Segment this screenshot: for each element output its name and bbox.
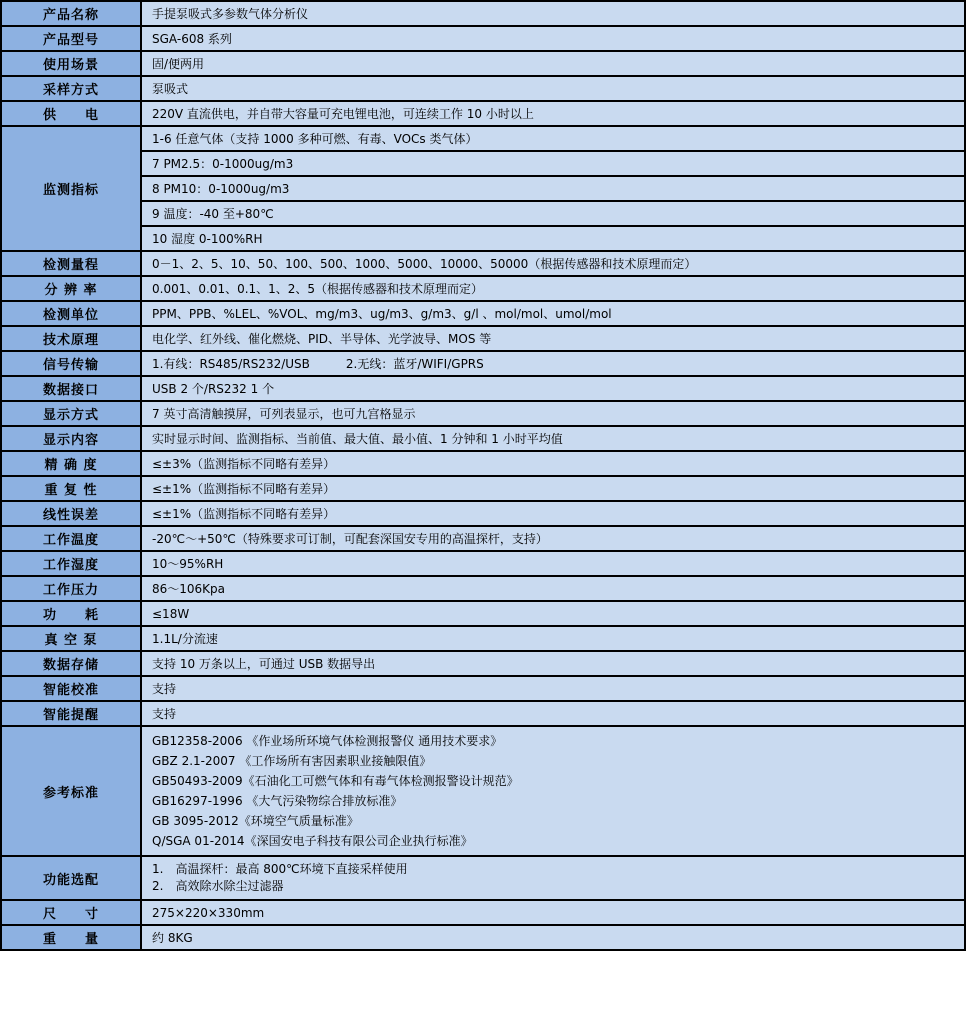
spec-value-line: GB16297-1996 《大气污染物综合排放标准》 [152,794,403,808]
spec-label: 监测指标 [1,126,141,251]
spec-row [1,301,965,326]
spec-label: 信号传输 [1,351,141,376]
spec-row [1,501,965,526]
spec-value: 支持 10 万条以上，可通过 USB 数据导出 [141,651,965,676]
spec-row [1,451,965,476]
spec-row [1,251,965,276]
spec-label: 供 电 [1,101,141,126]
spec-label: 智能校准 [1,676,141,701]
spec-row [1,101,965,126]
spec-row [1,726,965,856]
spec-row [1,526,965,551]
spec-row [1,626,965,651]
spec-value: PPM、PPB、%LEL、%VOL、mg/m3、ug/m3、g/m3、g/l 、mol/mol、umol/mol [141,301,965,326]
spec-value: 8 PM10：0-1000ug/m3 [141,176,965,201]
spec-label: 智能提醒 [1,701,141,726]
spec-label: 采样方式 [1,76,141,101]
spec-row [1,900,965,925]
spec-table-body [1,1,965,950]
spec-value: -20℃～+50℃（特殊要求可订制，可配套深国安专用的高温探杆，支持） [141,526,965,551]
spec-row [1,1,965,26]
spec-value: 1-6 任意气体（支持 1000 多种可燃、有毒、VOCs 类气体） [141,126,965,151]
spec-label: 线性误差 [1,501,141,526]
spec-label: 功 耗 [1,601,141,626]
spec-label: 精 确 度 [1,451,141,476]
spec-label: 尺 寸 [1,900,141,925]
spec-value-line: GB12358-2006 《作业场所环境气体检测报警仪 通用技术要求》 [152,734,503,748]
spec-row [1,151,965,176]
spec-row [1,201,965,226]
spec-value: 0.001、0.01、0.1、1、2、5（根据传感器和技术原理而定） [141,276,965,301]
spec-row [1,51,965,76]
spec-row [1,26,965,51]
spec-label: 产品型号 [1,26,141,51]
spec-row [1,551,965,576]
spec-row [1,856,965,900]
spec-row [1,676,965,701]
spec-value: SGA-608 系列 [141,26,965,51]
spec-value-line: 2. 高效除水除尘过滤器 [152,879,284,893]
spec-label: 数据存储 [1,651,141,676]
spec-value: 275×220×330mm [141,900,965,925]
spec-row [1,701,965,726]
spec-value: USB 2 个/RS232 1 个 [141,376,965,401]
spec-value [141,726,965,856]
spec-value-line: GBZ 2.1-2007 《工作场所有害因素职业接触限值》 [152,754,432,768]
spec-value: 固/便两用 [141,51,965,76]
spec-value: 1.有线：RS485/RS232/USB 2.无线：蓝牙/WIFI/GPRS [141,351,965,376]
spec-value: 电化学、红外线、催化燃烧、PID、半导体、光学波导、MOS 等 [141,326,965,351]
spec-row [1,576,965,601]
spec-row [1,601,965,626]
spec-label: 检测单位 [1,301,141,326]
spec-label: 产品名称 [1,1,141,26]
spec-value: 10～95%RH [141,551,965,576]
spec-value: 86～106Kpa [141,576,965,601]
spec-value: 9 温度：-40 至+80℃ [141,201,965,226]
spec-label: 工作湿度 [1,551,141,576]
spec-label: 数据接口 [1,376,141,401]
spec-value [141,856,965,900]
spec-row [1,76,965,101]
spec-value: 0－1、2、5、10、50、100、500、1000、5000、10000、50000（根据传感器和技术原理而定） [141,251,965,276]
spec-row [1,351,965,376]
spec-label: 显示内容 [1,426,141,451]
spec-row [1,126,965,151]
spec-row [1,925,965,950]
spec-value: 7 英寸高清触摸屏，可列表显示，也可九宫格显示 [141,401,965,426]
spec-label: 重 量 [1,925,141,950]
spec-value-line: 1. 高温探杆：最高 800℃环境下直接采样使用 [152,862,408,876]
spec-value: 实时显示时间、监测指标、当前值、最大值、最小值、1 分钟和 1 小时平均值 [141,426,965,451]
spec-value: 手提泵吸式多参数气体分析仪 [141,1,965,26]
spec-label: 使用场景 [1,51,141,76]
spec-value-line: GB 3095-2012《环境空气质量标准》 [152,814,359,828]
spec-value: ≤±1%（监测指标不同略有差异） [141,476,965,501]
spec-value: ≤18W [141,601,965,626]
spec-row [1,176,965,201]
spec-value: ≤±3%（监测指标不同略有差异） [141,451,965,476]
spec-value-line: GB50493-2009《石油化工可燃气体和有毒气体检测报警设计规范》 [152,774,519,788]
spec-row [1,226,965,251]
spec-value: 泵吸式 [141,76,965,101]
spec-row [1,476,965,501]
spec-label: 功能选配 [1,856,141,900]
spec-row [1,401,965,426]
spec-value: 支持 [141,701,965,726]
spec-label: 分 辨 率 [1,276,141,301]
spec-row [1,376,965,401]
spec-row [1,326,965,351]
spec-label: 参考标准 [1,726,141,856]
spec-label: 工作压力 [1,576,141,601]
spec-value: 220V 直流供电，并自带大容量可充电锂电池，可连续工作 10 小时以上 [141,101,965,126]
spec-value: 7 PM2.5：0-1000ug/m3 [141,151,965,176]
spec-label: 技术原理 [1,326,141,351]
spec-row [1,651,965,676]
spec-label: 真 空 泵 [1,626,141,651]
spec-label: 检测量程 [1,251,141,276]
spec-value-line: Q/SGA 01-2014《深国安电子科技有限公司企业执行标准》 [152,834,473,848]
spec-value: 支持 [141,676,965,701]
spec-row [1,426,965,451]
spec-value: 10 湿度 0-100%RH [141,226,965,251]
spec-row [1,276,965,301]
spec-value: 1.1L/分流速 [141,626,965,651]
spec-label: 重 复 性 [1,476,141,501]
spec-value: 约 8KG [141,925,965,950]
spec-value: ≤±1%（监测指标不同略有差异） [141,501,965,526]
spec-label: 显示方式 [1,401,141,426]
spec-label: 工作温度 [1,526,141,551]
